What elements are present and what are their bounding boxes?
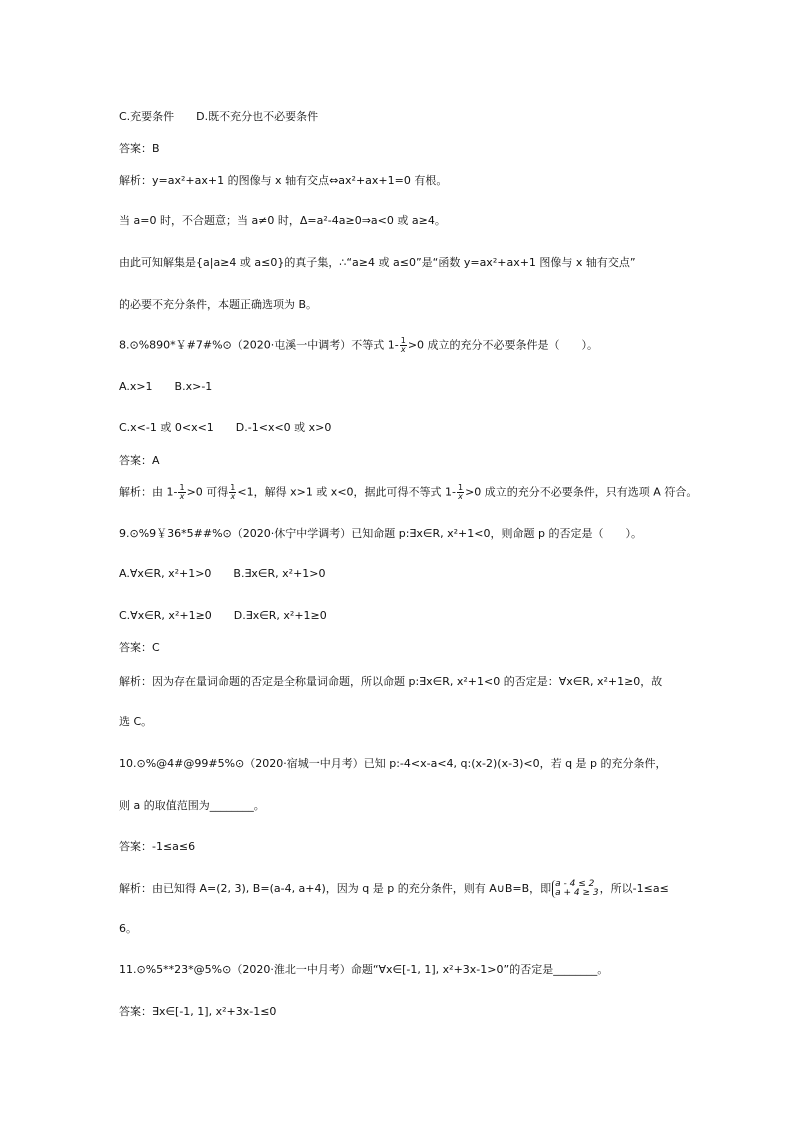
analysis-line: 解析：因为存在量词命题的否定是全称量词命题，所以命题 p:∃x∈R, x²+1<0 的否定是：∀x∈R, x²+1≥0，故 — [119, 675, 663, 688]
analysis-line: 选 C。 — [119, 715, 153, 728]
fraction: $\frac{1}{x}$ — [458, 483, 464, 501]
fraction: $\frac{1}{x}$ — [179, 483, 185, 501]
answer-label: 答案：∃x∈[-1, 1], x²+3x-1≤0 — [119, 1005, 277, 1018]
question-9: 9.⊙%9￥36*5##%⊙（2020·休宁中学调考）已知命题 p:∃x∈R, x²+1<0，则命题 p 的否定是（ ）。 — [119, 527, 642, 540]
question-text: >0 成立的充分不必要条件是（ ）。 — [407, 338, 599, 352]
options-a-b: A.x>1 B.x>-1 — [119, 380, 213, 393]
analysis-line: 解析：y=ax²+ax+1 的图像与 x 轴有交点⇔ax²+ax+1=0 有根。 — [119, 174, 448, 187]
analysis-line: 的必要不充分条件，本题正确选项为 B。 — [119, 298, 318, 311]
options-c-d: C.∀x∈R, x²+1≥0 D.∃x∈R, x²+1≥0 — [119, 609, 327, 622]
options-c-d: C.x<-1 或 0<x<1 D.-1<x<0 或 x>0 — [119, 421, 332, 434]
answer-label: 答案：A — [119, 454, 160, 467]
answer-label: 答案：B — [119, 142, 160, 155]
question-10: 10.⊙%@4#@99#5%⊙（2020·宿城一中月考）已知 p:-4<x-a<4, q:(x-2)(x-3)<0，若 q 是 p 的充分条件， — [119, 757, 667, 770]
question-text: 8.⊙%890*￥#7#%⊙（2020·屯溪一中调考）不等式 1- — [119, 338, 399, 352]
answer-label: 答案：C — [119, 641, 160, 654]
option-c-d: C.充要条件 D.既不充分也不必要条件 — [119, 110, 319, 123]
options-a-b: A.∀x∈R, x²+1>0 B.∃x∈R, x²+1>0 — [119, 567, 326, 580]
analysis-line: 6。 — [119, 922, 137, 935]
analysis-line: 由此可知解集是{a|a≥4 或 a≤0}的真子集，∴“a≥4 或 a≤0”是“函数 y=ax²+ax+1 图像与 x 轴有交点” — [119, 256, 636, 269]
analysis-line: 当 a=0 时，不合题意；当 a≠0 时，Δ=a²-4a≥0⇒a<0 或 a≥4。 — [119, 214, 446, 227]
fraction: $\frac{1}{x}$ — [400, 336, 406, 354]
inequality-system: a - 4 ≤ 2 a + 4 ≥ 3 — [552, 880, 599, 898]
analysis-line: 解析：由 1- $\frac{1}{x}$ >0 可得 $\frac{1}{x}$ <1，解得 x>1 或 x<0，据此可得不等式 1- $\frac{1}{x}$ >0 成立的充分不必要条件，只有选项 A 符合。 — [119, 483, 698, 501]
question-11: 11.⊙%5**23*@5%⊙（2020·淮北一中月考）命题“∀x∈[-1, 1], x²+3x-1>0”的否定是________。 — [119, 963, 609, 976]
fraction: $\frac{1}{x}$ — [230, 483, 236, 501]
question-8 — [119, 337, 598, 354]
answer-label: 答案：-1≤a≤6 — [119, 840, 196, 853]
analysis-line: 解析：由已知得 A=(2, 3), B=(a-4, a+4)，因为 q 是 p 的充分条件，则有 A∪B=B，即 a - 4 ≤ 2 a + 4 ≥ 3 ，所以-1≤a≤ — [119, 879, 669, 898]
question-10-cont: 则 a 的取值范围为________。 — [119, 799, 265, 812]
